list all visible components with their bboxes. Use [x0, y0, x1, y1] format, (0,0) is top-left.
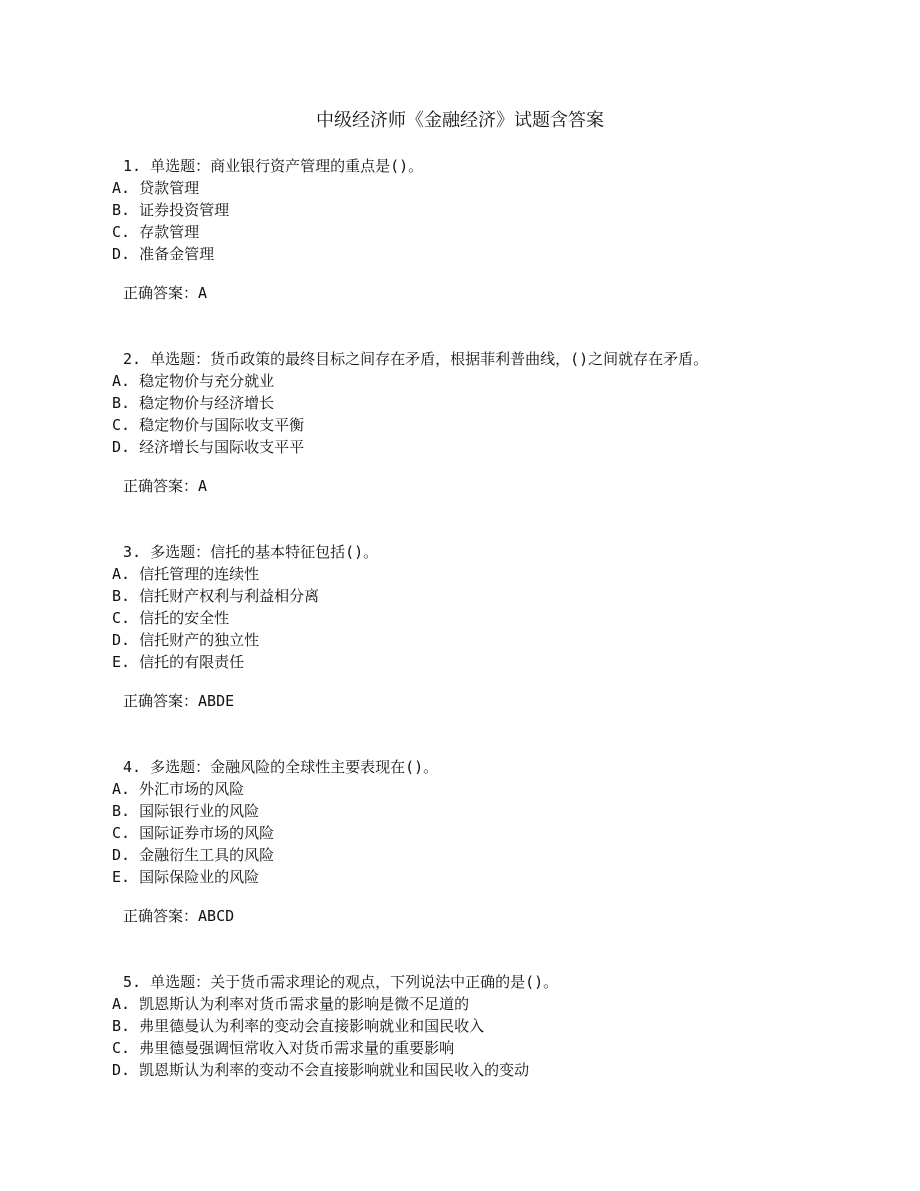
question-5-text: 单选题：关于货币需求理论的观点，下列说法中正确的是()。 — [150, 973, 559, 991]
question-1-answer-value: A — [198, 284, 208, 302]
answer-label: 正确答案： — [123, 477, 199, 495]
question-3-number: 3. — [123, 543, 142, 561]
question-5-option-a: A. 凯恩斯认为利率对货币需求量的影响是微不足道的 — [112, 995, 470, 1013]
question-4-answer-value: ABCD — [198, 907, 235, 925]
answer-label: 正确答案： — [123, 692, 199, 710]
question-3-option-d: D. 信托财产的独立性 — [112, 631, 260, 649]
question-2-text: 单选题：货币政策的最终目标之间存在矛盾，根据菲利普曲线，()之间就存在矛盾。 — [150, 350, 709, 368]
question-2-number: 2. — [123, 350, 142, 368]
question-3-answer-line — [123, 690, 890, 712]
question-5-number: 5. — [123, 973, 142, 991]
question-1-option-b: B. 证券投资管理 — [112, 201, 230, 219]
question-4-answer-line — [123, 905, 890, 927]
answer-label: 正确答案： — [123, 907, 199, 925]
question-3 — [0, 541, 920, 712]
question-2-option-c: C. 稳定物价与国际收支平衡 — [112, 416, 305, 434]
question-4-text: 多选题：金融风险的全球性主要表现在()。 — [150, 758, 439, 776]
question-1-option-d: D. 准备金管理 — [112, 245, 215, 263]
question-4-number: 4. — [123, 758, 142, 776]
question-1 — [0, 155, 920, 304]
question-3-answer-value: ABDE — [198, 692, 235, 710]
answer-label: 正确答案： — [123, 284, 199, 302]
document-title: 中级经济师《金融经济》试题含答案 — [316, 110, 604, 131]
question-4 — [0, 756, 920, 927]
question-2-answer-line — [123, 475, 890, 497]
question-2-option-d: D. 经济增长与国际收支平平 — [112, 438, 305, 456]
question-1-text: 单选题：商业银行资产管理的重点是()。 — [150, 157, 424, 175]
question-4-option-c: C. 国际证券市场的风险 — [112, 824, 275, 842]
question-4-option-e: E. 国际保险业的风险 — [112, 868, 260, 886]
question-3-option-b: B. 信托财产权利与利益相分离 — [112, 587, 320, 605]
question-3-heading — [123, 541, 890, 563]
question-5-option-d: D. 凯恩斯认为利率的变动不会直接影响就业和国民收入的变动 — [112, 1061, 530, 1079]
question-4-option-b: B. 国际银行业的风险 — [112, 802, 260, 820]
question-2-option-b: B. 稳定物价与经济增长 — [112, 394, 275, 412]
question-3-text: 多选题：信托的基本特征包括()。 — [150, 543, 379, 561]
question-1-heading — [123, 155, 890, 177]
question-4-option-d: D. 金融衍生工具的风险 — [112, 846, 275, 864]
question-5-heading — [123, 971, 890, 993]
question-1-option-a: A. 贷款管理 — [112, 179, 200, 197]
question-3-option-e: E. 信托的有限责任 — [112, 653, 245, 671]
question-1-number: 1. — [123, 157, 142, 175]
question-2-answer-value: A — [198, 477, 208, 495]
question-1-answer-line — [123, 282, 890, 304]
question-3-option-c: C. 信托的安全性 — [112, 609, 230, 627]
question-5-option-c: C. 弗里德曼强调恒常收入对货币需求量的重要影响 — [112, 1039, 455, 1057]
question-3-option-a: A. 信托管理的连续性 — [112, 565, 260, 583]
question-2-option-a: A. 稳定物价与充分就业 — [112, 372, 275, 390]
question-2-heading — [123, 348, 890, 370]
question-2 — [0, 348, 920, 497]
question-5-option-b: B. 弗里德曼认为利率的变动会直接影响就业和国民收入 — [112, 1017, 485, 1035]
question-5 — [0, 971, 920, 1081]
question-4-heading — [123, 756, 890, 778]
question-4-option-a: A. 外汇市场的风险 — [112, 780, 245, 798]
question-1-option-c: C. 存款管理 — [112, 223, 200, 241]
